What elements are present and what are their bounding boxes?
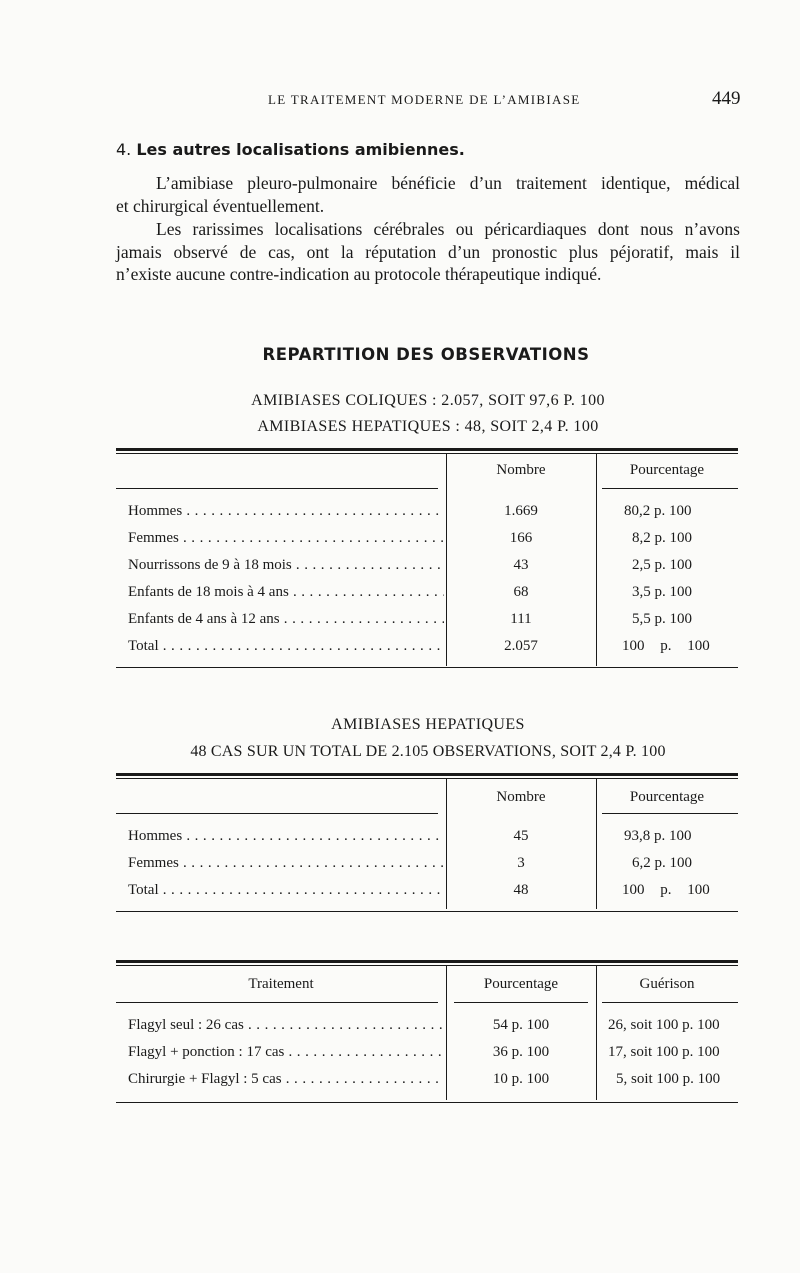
row-pourcentage: 80,2 p. 100 [624,503,692,519]
table-top-rule [116,773,738,776]
text-line: n’existe aucune contre-indication au protocole thérapeutique indiqué. [116,264,602,284]
header-rule [602,813,738,814]
table-hepatiques [116,773,738,915]
table-top-rule [116,448,738,451]
row-nombre: 48 [513,882,529,898]
running-title: LE TRAITEMENT MODERNE DE L’AMIBIASE [268,92,581,107]
table-bottom-rule [116,667,738,668]
row-label: Hommes . . . [128,503,444,520]
row-label: Femmes . . . [128,530,444,547]
row-label-total: Total . . . [128,882,444,899]
row-guerison: 17, soit 100 p. 100 [608,1044,720,1060]
row-label: Hommes . . . [128,828,444,845]
row-pourcentage: 54 p. 100 [492,1017,550,1033]
row-pourcentage: 3,5 p. 100 [632,584,692,600]
paragraph-pleuro-pulmonaire [116,172,740,217]
row-nombre: 1.669 [504,503,538,519]
header-rule [454,1002,588,1003]
row-label: Flagyl + ponction : 17 cas . . . [128,1044,444,1061]
table-bottom-rule [116,1102,738,1103]
row-pourcentage: 6,2 p. 100 [632,855,692,871]
page-number: 449 [712,88,741,109]
text-line: jamais observé de cas, ont la réputation d’un pronostic plus péjoratif, mais il [116,241,740,262]
row-guerison: 5, soit 100 p. 100 [616,1071,721,1087]
text-line: et chirurgical éventuellement. [116,195,325,216]
section-number: 4. [116,140,132,159]
summary-coliques: AMIBIASES COLIQUES : 2.057, SOIT 97,6 P. 100 [251,392,605,409]
row-nombre: 68 [513,584,529,600]
header-rule [116,1002,438,1003]
row-nombre: 166 [509,530,533,546]
header-rule [116,813,438,814]
row-pourcentage: 100 p. 100 [622,882,710,898]
section-title: Les autres localisations amibiennes. [136,140,465,159]
hepatic-title: AMIBIASES HEPATIQUES [331,716,525,733]
table-top-rule-thin [116,965,738,966]
row-pourcentage: 5,5 p. 100 [632,611,692,627]
paragraph-localisations-cerebrales [116,218,740,286]
summary-hepatiques: AMIBIASES HEPATIQUES : 48, SOIT 2,4 P. 100 [257,418,599,435]
row-label: Enfants de 4 ans à 12 ans . . . [128,611,444,628]
row-pourcentage: 8,2 p. 100 [632,530,692,546]
section-heading [116,140,465,159]
row-label: Chirurgie + Flagyl : 5 cas . . . [128,1071,444,1088]
row-label: Enfants de 18 mois à 4 ans . . . [128,584,444,601]
row-guerison: 26, soit 100 p. 100 [608,1017,720,1033]
row-pourcentage: 93,8 p. 100 [624,828,692,844]
hepatic-subtitle: 48 CAS SUR UN TOTAL DE 2.105 OBSERVATIONS, SOIT 2,4 P. 100 [190,743,666,760]
column-header-pourcentage: Pourcentage [629,462,705,478]
row-label: Femmes . . . [128,855,444,872]
row-pourcentage: 10 p. 100 [492,1071,550,1087]
repartition-title: REPARTITION DES OBSERVATIONS [262,345,590,364]
row-label: Flagyl seul : 26 cas . . . [128,1017,444,1034]
table-top-rule-thin [116,778,738,779]
table-bottom-rule [116,911,738,912]
row-nombre: 2.057 [504,638,538,654]
column-header-guerison: Guérison [639,976,695,992]
column-header-nombre: Nombre [496,462,546,478]
text-line: Les rarissimes localisations cérébrales ou péricardiaques dont nous n’avons [156,219,740,239]
column-header-traitement: Traitement [248,976,314,992]
page-header [0,88,800,112]
row-pourcentage: 2,5 p. 100 [632,557,692,573]
column-header-pourcentage: Pourcentage [483,976,559,992]
row-pourcentage: 36 p. 100 [492,1044,550,1060]
text-line: L’amibiase pleuro-pulmonaire bénéficie d’un traitement identique, médical [156,173,740,193]
column-divider [596,454,597,666]
header-rule [116,488,438,489]
row-nombre: 3 [517,855,525,871]
header-rule [602,1002,738,1003]
table-top-rule [116,960,738,963]
header-rule [602,488,738,489]
row-nombre: 111 [510,611,532,627]
table-repartition [116,448,738,674]
row-nombre: 45 [513,828,529,844]
column-header-pourcentage: Pourcentage [629,789,705,805]
column-header-nombre: Nombre [496,789,546,805]
table-top-rule-thin [116,453,738,454]
row-label-total: Total . . . [128,638,444,655]
row-label: Nourrissons de 9 à 18 mois . . . [128,557,444,574]
table-traitement [116,960,738,1108]
row-nombre: 43 [513,557,529,573]
row-pourcentage: 100 p. 100 [622,638,710,654]
